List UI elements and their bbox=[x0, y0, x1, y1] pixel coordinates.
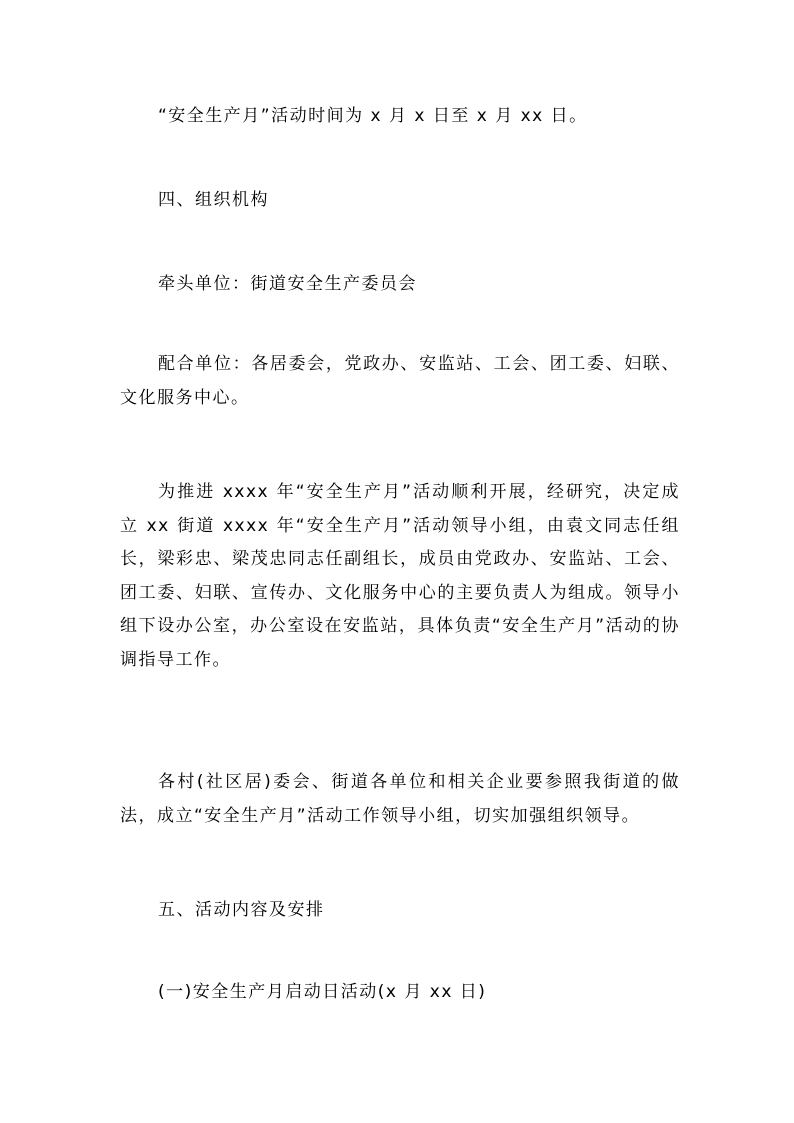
cooperating-units-paragraph: 配合单位：各居委会，党政办、安监站、工会、团工委、妇联、文化服务中心。 bbox=[120, 354, 680, 408]
section-heading-organization: 四、组织机构 bbox=[158, 190, 269, 210]
lead-unit-paragraph: 牵头单位：街道安全生产委员会 bbox=[158, 274, 417, 294]
subsection-heading-launch-day: (一)安全生产月启动日活动(x 月 xx 日) bbox=[158, 982, 487, 1002]
section-heading-activities: 五、活动内容及安排 bbox=[158, 900, 325, 920]
village-committee-paragraph: 各村(社区居)委会、街道各单位和相关企业要参照我街道的做法，成立“安全生产月”活动工作领导小组，切实加强组织领导。 bbox=[120, 772, 680, 826]
activity-time-paragraph: “安全生产月”活动时间为 x 月 x 日至 x 月 xx 日。 bbox=[158, 106, 588, 126]
leadership-group-paragraph: 为推进 xxxx 年“安全生产月”活动顺利开展，经研究，决定成立 xx 街道 xxxx 年“安全生产月”活动领导小组，由袁文同志任组长，梁彩忠、梁茂忠同志任副组长，成员由党政办、安监站、工会、团工委、妇联、宣传办、文化服务中心的主要负责人为组成。领导小组下设办公室，办公室设在安监站，具体负责“安全生产月”活动的协调指导工作。 bbox=[120, 482, 680, 670]
